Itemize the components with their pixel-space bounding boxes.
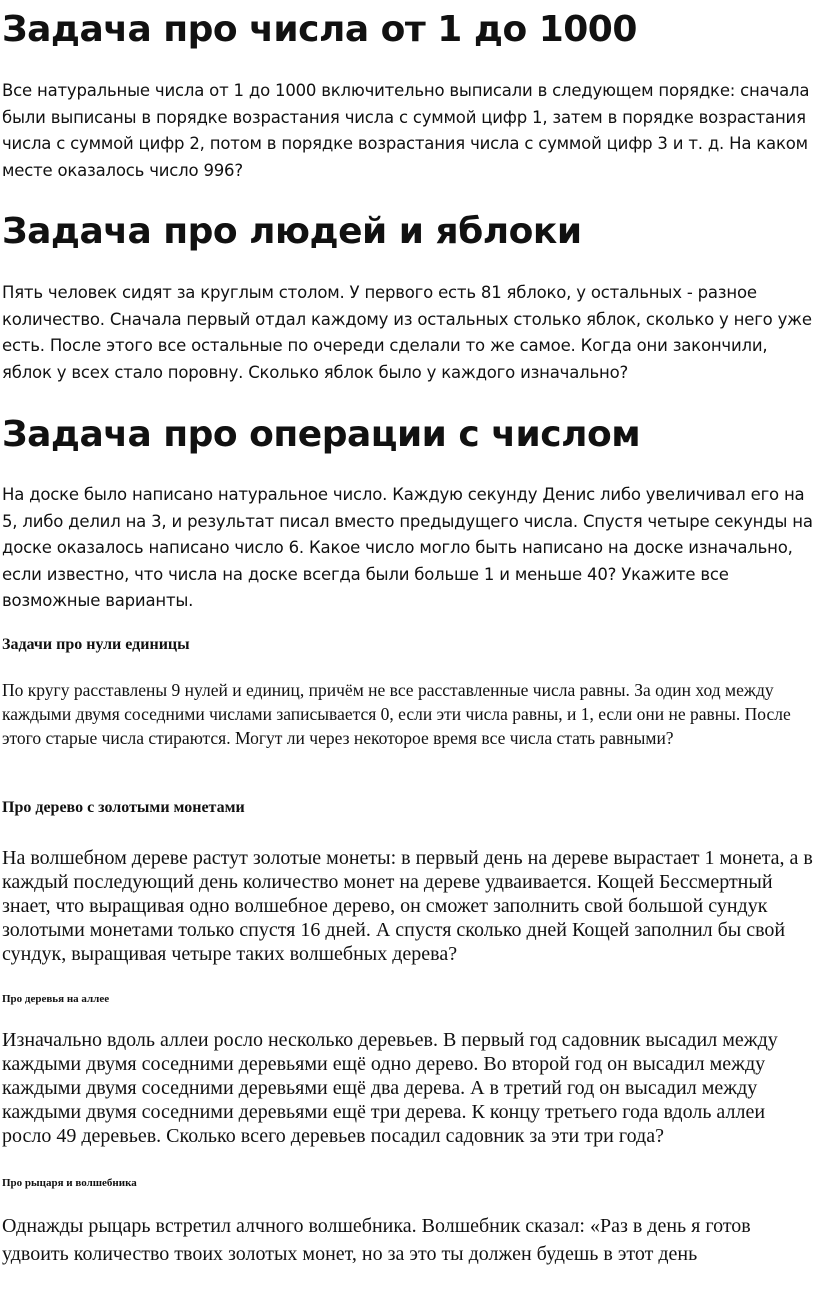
section-title-zeros-ones: Задачи про нули единицы [2, 636, 190, 653]
section-body-knight-wizard: Однажды рыцарь встретил алчного волшебника. Волшебник сказал: «Раз в день я готов удвоить количество твоих золотых монет, но за это ты должен будешь в этот день [2, 1215, 751, 1265]
section-body-number-operations: На доске было написано натуральное число. Каждую секунду Денис либо увеличивал его на 5, либо делил на 3, и результат писал вместо предыдущего числа. Спустя четыре секунды на доске оказалось написано число 6. Какое число могло быть написано на доске изначально, если известно, что числа на доске всегда были больше 1 и меньше 40? Укажите все возможные варианты. [2, 485, 813, 610]
section-title-alley-trees: Про деревья на аллее [2, 993, 110, 1005]
section-body-people-apples: Пять человек сидят за круглым столом. У первого есть 81 яблоко, у остальных - разное количество. Сначала первый отдал каждому из остальных столько яблок, сколько у него уже есть. После этого все остальные по очереди сделали то же самое. Когда они закончили, яблок у всех стало поровну. Сколько яблок было у каждого изначально? [2, 283, 812, 382]
section-body-golden-tree: На волшебном дереве растут золотые монеты: в первый день на дереве вырастает 1 монета, а в каждый последующий день количество монет на дереве удваивается. Кощей Бессмертный знает, что выращивая одно волшебное дерево, он сможет заполнить свой большой сундук золотыми монетами только спустя 16 дней. А спустя сколько дней Кощей заполнил бы свой сундук, выращивая четыре таких волшебных дерева? [2, 847, 813, 965]
section-title-people-apples: Задача про людей и яблоки [2, 211, 582, 252]
section-body-zeros-ones: По кругу расставлены 9 нулей и единиц, причём не все расставленные числа равны. За один ход между каждыми двумя соседними числами записывается 0, если эти числа равны, и 1, если они не равны. После этого старые числа стираются. Могут ли через некоторое время все числа стать равными? [2, 680, 791, 748]
section-title-number-operations: Задача про операции с числом [2, 414, 641, 455]
section-title-numbers-1-1000: Задача про числа от 1 до 1000 [2, 9, 637, 50]
section-body-alley-trees: Изначально вдоль аллеи росло несколько деревьев. В первый год садовник высадил между каждыми двумя соседними деревьями ещё одно дерево. Во второй год он высадил между каждыми двумя соседними деревьями ещё два дерева. А в третий год он высадил между каждыми двумя соседними деревьями ещё три дерева. К концу третьего года вдоль аллеи росло 49 деревьев. Сколько всего деревьев посадил садовник за эти три года? [2, 1029, 778, 1147]
section-title-knight-wizard: Про рыцаря и волшебника [2, 1177, 137, 1189]
section-body-numbers-1-1000: Все натуральные числа от 1 до 1000 включительно выписали в следующем порядке: сначала были выписаны в порядке возрастания числа с суммой цифр 1, затем в порядке возрастания числа с суммой цифр 2, потом в порядке возрастания числа с суммой цифр 3 и т. д. На каком месте оказалось число 996? [2, 81, 810, 180]
section-title-golden-tree: Про дерево с золотыми монетами [2, 799, 245, 816]
